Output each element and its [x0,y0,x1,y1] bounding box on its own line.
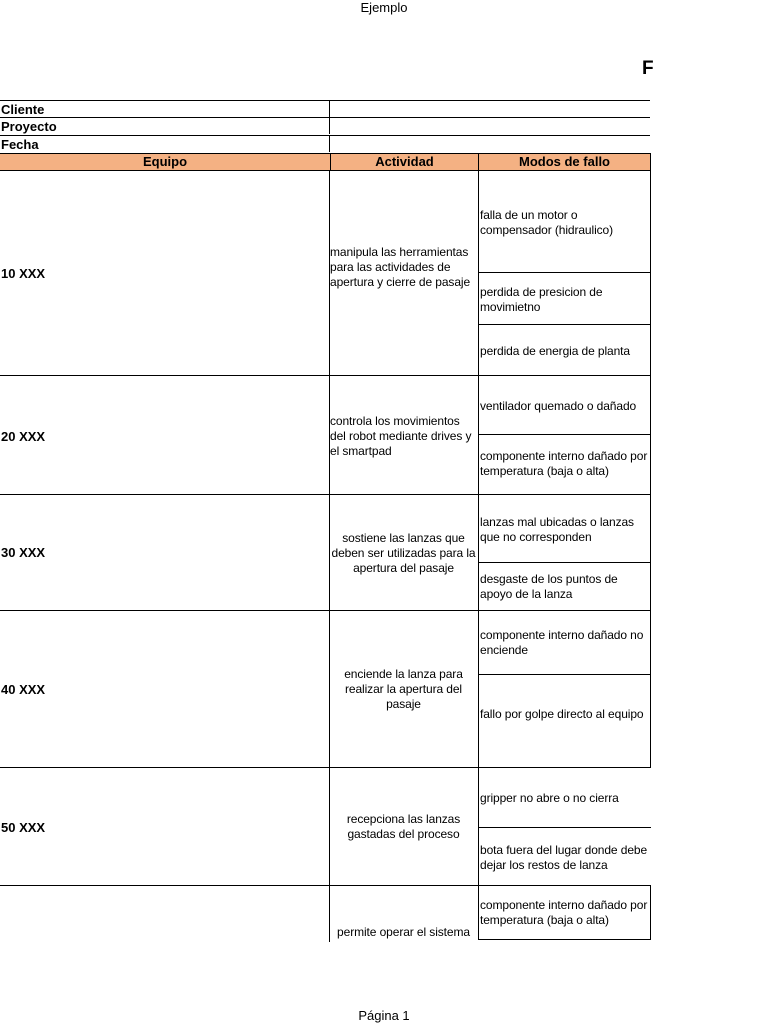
row-equipo-3: 30 XXX [1,545,46,560]
row-actividad-4: enciende la lanza para realizar la apertura del pasaje [344,667,463,711]
row-modo-5-1: gripper no abre o no cierra [480,791,619,805]
proyecto-label: Proyecto [1,119,57,134]
row-modo-3-2: desgaste de los puntos de apoyo de la lanza [480,572,618,601]
fecha-label: Fecha [1,137,39,152]
row-modo-4-1: componente interno dañado no enciende [480,628,644,657]
info-row-cliente [0,100,650,117]
row-modo-5-2: bota fuera del lugar donde debe dejar los restos de lanza [480,843,648,872]
row-modo-3-1: lanzas mal ubicadas o lanzas que no corresponden [480,515,634,544]
row-actividad-6: permite operar el sistema [337,925,470,939]
report-title-fragment: F [642,58,654,79]
page-header: Ejemplo [360,0,408,15]
row-actividad-2: controla los movimientos del robot mediante drives y el smartpad [330,414,472,458]
row-modo-1-2: perdida de presicion de movimietno [480,285,603,314]
column-header-actividad: Actividad [330,153,478,171]
row-equipo-4: 40 XXX [1,682,46,697]
row-actividad-5: recepciona las lanzas gastadas del proceso [346,812,461,841]
info-row-fecha [0,135,650,152]
row-equipo-1: 10 XXX [1,266,46,281]
row-modo-1-1: falla de un motor o compensador (hidraulico) [480,208,613,237]
row-actividad-3: sostiene las lanzas que deben ser utilizadas para la apertura del pasaje [331,531,476,575]
row-equipo-5: 50 XXX [1,820,46,835]
page-footer: Página 1 [358,1008,410,1023]
column-header-modos: Modos de fallo [478,153,651,171]
info-row-proyecto [0,117,650,134]
row-modo-6-1: componente interno dañado por temperatura (baja o alta) [480,898,648,927]
row-modo-1-3: perdida de energia de planta [480,344,630,358]
row-actividad-1: manipula las herramientas para las actividades de apertura y cierre de pasaje [330,245,471,289]
row-equipo-2: 20 XXX [1,429,46,444]
column-header-equipo: Equipo [0,153,330,171]
cliente-label: Cliente [1,102,45,117]
row-modo-4-2: fallo por golpe directo al equipo [480,707,644,721]
row-modo-2-2: componente interno dañado por temperatura (baja o alta) [480,449,648,478]
row-modo-2-1: ventilador quemado o dañado [480,399,637,413]
